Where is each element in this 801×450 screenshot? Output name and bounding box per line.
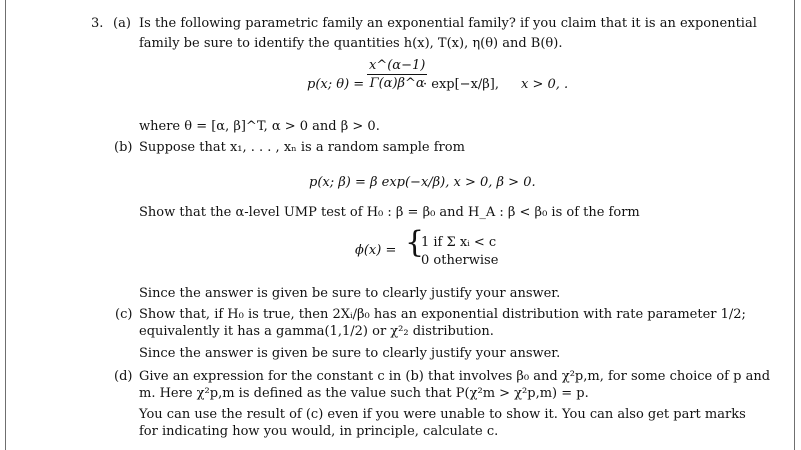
part-c-label: (c) [115,307,133,322]
part-c-justify: Since the answer is given be sure to clearly justify your answer. [139,346,561,361]
part-a-line-1: Is the following parametric family an exponential family? if you claim that it is an exponential [139,16,757,31]
cases-brace: { [405,225,425,260]
eq-a-lhs: p(x; θ) = [307,77,365,92]
part-c-line-1: Show that, if H₀ is true, then 2Xᵢ/β₀ has an exponential distribution with rate parameter 1/2; [139,307,746,322]
part-c-line-2: equivalently it has a gamma(1,1/2) or χ²₂ distribution. [139,324,494,339]
part-d-label: (d) [114,369,133,384]
phi-lhs: ϕ(x) = [355,243,397,258]
phi-case-2: 0 otherwise [421,253,499,268]
part-b-label: (b) [114,140,133,155]
part-d-line-1: Give an expression for the constant c in (b) that involves β₀ and χ²p,m, for some choice of p and [139,369,771,384]
part-d-line-3: You can use the result of (c) even if you were unable to show it. You can also get part marks [139,407,746,422]
eq-a-fraction [367,57,427,92]
part-d-line-2: m. Here χ²p,m is defined as the value such that P(χ²m > χ²p,m) = p. [139,386,589,401]
part-a-where: where θ = [α, β]^T, α > 0 and β > 0. [139,119,380,134]
part-b-line-2: Show that the α-level UMP test of H₀ : β = β₀ and H_A : β < β₀ is of the form [139,205,640,220]
right-border [794,0,795,450]
part-a-label: (a) [113,16,131,31]
part-a-line-2: family be sure to identify the quantities h(x), T(x), η(θ) and B(θ). [139,36,563,51]
left-border [5,0,6,450]
phi-case-1: 1 if Σ xᵢ < c [421,235,497,250]
eq-a-numerator: x^(α−1) [369,58,426,73]
eq-a-rhs: · exp[−x/β], [423,77,500,92]
problem-number: 3. [91,16,104,31]
eq-a-denominator: Γ(α)β^α [369,76,425,91]
eq-b: p(x; β) = β exp(−x/β), x > 0, β > 0. [309,175,536,190]
part-d-line-4: for indicating how you would, in principle, calculate c. [139,424,499,439]
part-b-justify: Since the answer is given be sure to clearly justify your answer. [139,286,561,301]
eq-a-domain: x > 0, . [521,77,569,92]
part-b-line-1: Suppose that x₁, . . . , xₙ is a random sample from [139,140,465,155]
